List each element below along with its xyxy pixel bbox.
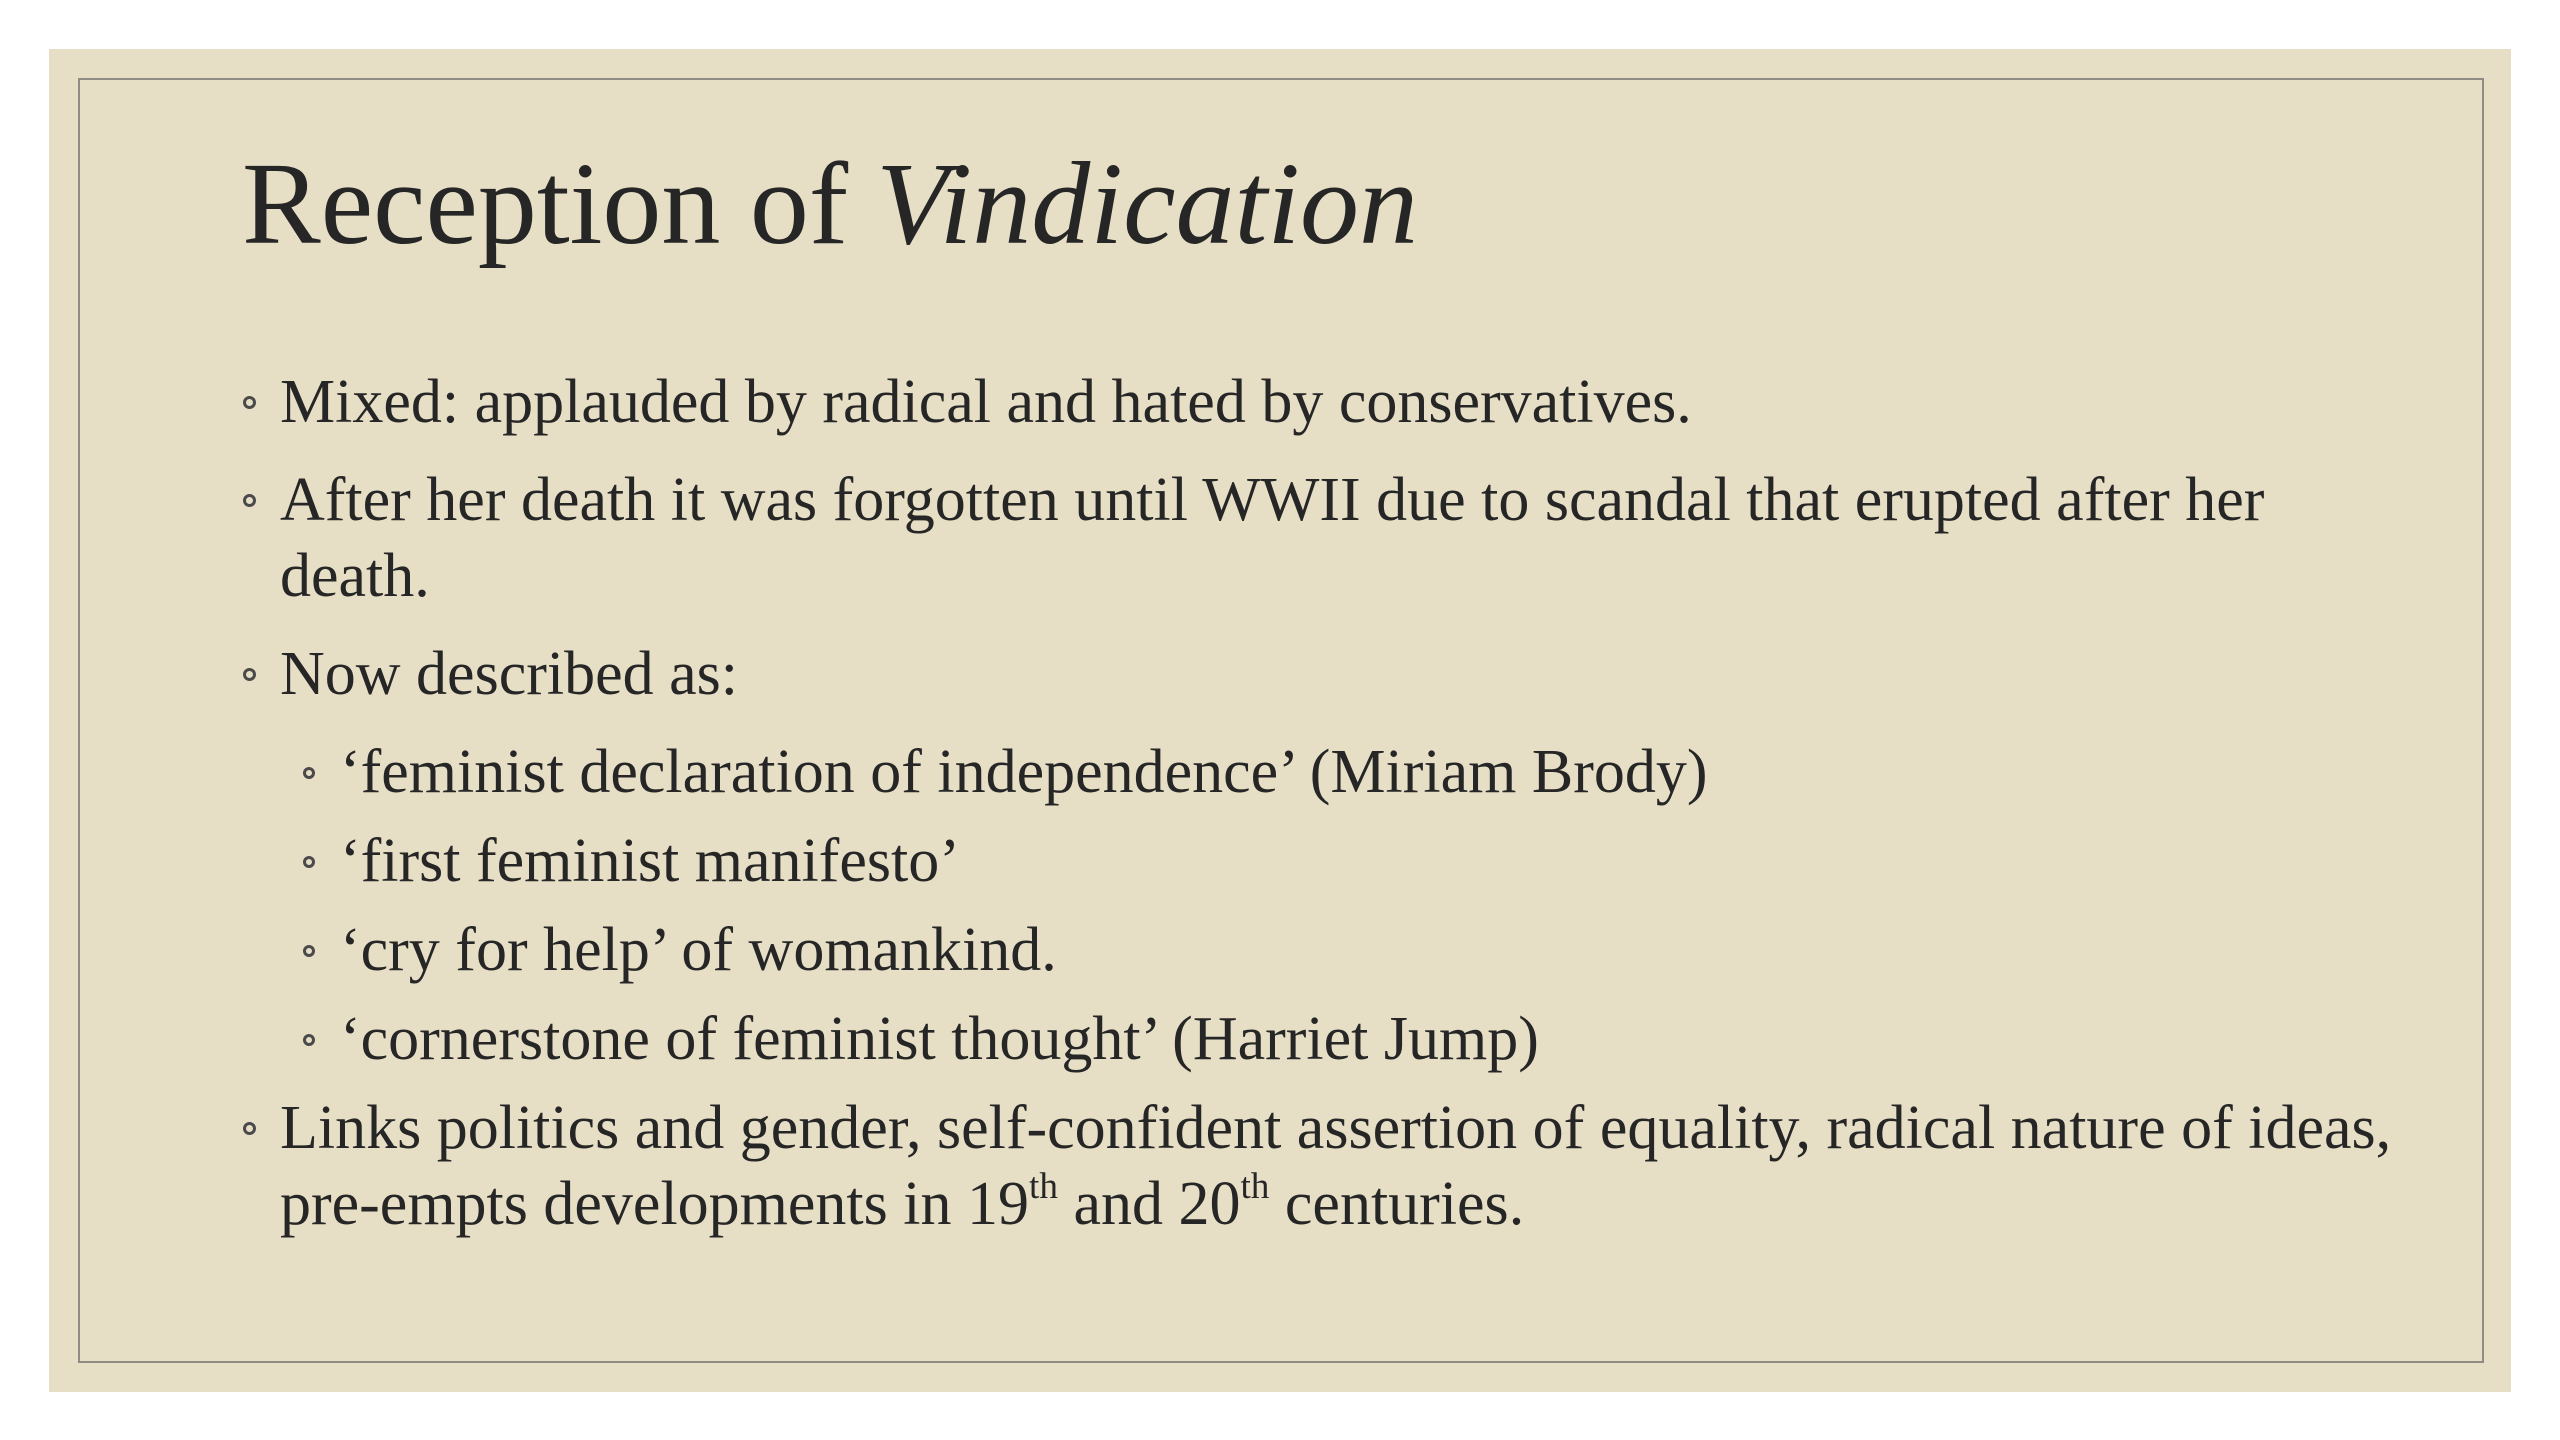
sub-bullet-item: ‘cornerstone of feminist thought’ (Harriet Jump): [302, 1001, 2422, 1077]
slide: [49, 49, 2511, 1392]
bullet-list: [242, 364, 2422, 1264]
bullet-text: Links politics and gender, self-confident assertion of equality, radical nature of ideas, pre-empts developments in 19: [280, 1094, 2392, 1238]
bullet-item: Mixed: applauded by radical and hated by conservatives.: [242, 364, 2422, 440]
bullet-text: centuries.: [1269, 1170, 1525, 1238]
bullet-item: After her death it was forgotten until WWII due to scandal that erupted after her death.: [242, 462, 2422, 614]
title-text: Reception of: [242, 138, 849, 269]
ordinal-suffix: th: [1029, 1165, 1058, 1207]
sub-bullet-item: ‘first feminist manifesto’: [302, 823, 2422, 899]
bullet-item: Now described as:: [242, 636, 2422, 712]
sub-bullet-item: ‘cry for help’ of womankind.: [302, 912, 2422, 988]
bullet-item: [242, 1090, 2422, 1242]
ordinal-suffix: th: [1240, 1165, 1270, 1207]
sub-bullet-item: ‘feminist declaration of independence’ (Miriam Brody): [302, 734, 2422, 810]
bullet-text: and 20: [1057, 1170, 1241, 1238]
slide-title: [242, 133, 1418, 275]
title-italic-text: Vindication: [876, 138, 1419, 269]
